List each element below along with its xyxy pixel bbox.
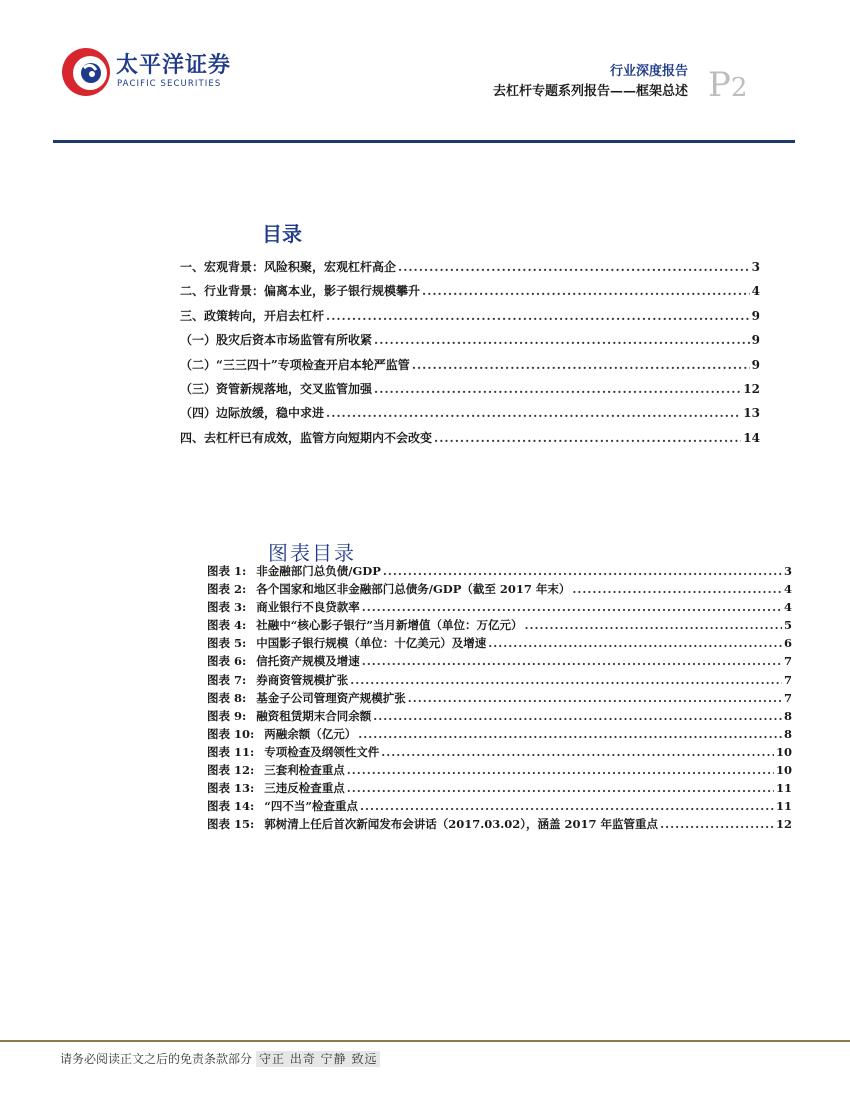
toc-item-page: 3 <box>751 260 760 274</box>
figure-item[interactable] <box>207 725 792 743</box>
toc-item-label: 二、行业背景：偏离本业，影子银行规模攀升 <box>180 284 421 299</box>
toc-item[interactable] <box>180 426 760 450</box>
figure-item[interactable] <box>207 797 792 815</box>
figure-item-page: 12 <box>775 817 792 832</box>
figure-item-label: 两融余额（亿元） <box>264 726 357 741</box>
figure-item-page: 8 <box>783 726 792 741</box>
figure-item-label: 三套利检查重点 <box>264 763 345 778</box>
toc-item-page: 9 <box>751 308 760 323</box>
figure-item-page: 11 <box>775 781 792 796</box>
toc-item-page: 9 <box>751 357 760 372</box>
leader-dots <box>422 279 750 303</box>
leader-dots <box>358 725 782 743</box>
figure-item-prefix: 图表 9: <box>207 708 247 723</box>
leader-dots <box>381 743 774 761</box>
figure-item[interactable] <box>207 671 792 689</box>
figure-item-label: 各个国家和地区非金融部门总债务/GDP（截至 2017 年末） <box>256 582 571 597</box>
toc-item[interactable] <box>180 401 760 425</box>
figure-item-page: 6 <box>783 636 792 651</box>
leader-dots <box>488 634 782 652</box>
figure-item-prefix: 图表 7: <box>207 672 247 687</box>
toc-item-page: 13 <box>743 406 760 421</box>
toc-item[interactable] <box>180 255 760 279</box>
figure-item-label: “四不当”检查重点 <box>264 799 358 814</box>
figure-item-page: 5 <box>783 618 792 633</box>
figure-item-page: 4 <box>783 582 792 597</box>
figure-item-prefix: 图表 3: <box>207 600 247 615</box>
page-prefix: P <box>708 65 731 105</box>
toc-item-label: （二）“三三四十”专项检查开启本轮严监管 <box>180 357 410 372</box>
figure-item-prefix: 图表 8: <box>207 690 247 705</box>
figure-item-label: 三违反检查重点 <box>264 781 345 796</box>
figure-item[interactable] <box>207 779 792 797</box>
leader-dots <box>408 689 782 707</box>
figure-item[interactable] <box>207 634 792 652</box>
figure-item-prefix: 图表 5: <box>207 636 247 651</box>
toc-item-label: 四、去杠杆已有成效，监管方向短期内不会改变 <box>180 430 433 445</box>
figure-item-label: 专项检查及纲领性文件 <box>264 744 380 759</box>
footer-disclaimer: 请务必阅读正文之后的免责条款部分 <box>60 1052 253 1066</box>
toc-item[interactable] <box>180 279 760 303</box>
leader-dots <box>525 616 782 634</box>
toc-item-page: 9 <box>751 333 760 348</box>
figure-item-prefix: 图表 14: <box>207 799 255 814</box>
report-title: 去杠杆专题系列报告——框架总述 <box>492 84 688 99</box>
figure-item[interactable] <box>207 598 792 616</box>
toc-item-label: （三）资管新规落地，交叉监管加强 <box>180 381 373 396</box>
leader-dots <box>383 562 782 580</box>
figure-item[interactable] <box>207 743 792 761</box>
figure-item-label: 商业银行不良贷款率 <box>256 600 360 615</box>
leader-dots <box>572 580 782 598</box>
figure-item-prefix: 图表 11: <box>207 744 255 759</box>
figure-item[interactable] <box>207 652 792 670</box>
report-type: 行业深度报告 <box>609 64 688 79</box>
page-number <box>708 65 748 105</box>
figure-item-page: 3 <box>783 564 792 578</box>
figure-item-label: 融资租赁期末合同余额 <box>256 708 372 723</box>
figure-item-page: 10 <box>775 744 792 759</box>
figure-item-page: 4 <box>783 600 792 615</box>
figure-item[interactable] <box>207 761 792 779</box>
toc-item[interactable] <box>180 328 760 352</box>
figure-item-label: 郭树清上任后首次新闻发布会讲话（2017.03.02），涵盖 2017 年监管重点 <box>264 817 659 832</box>
figure-item-label: 基金子公司管理资产规模扩张 <box>256 690 406 705</box>
toc-item[interactable] <box>180 304 760 328</box>
figure-item-page: 11 <box>775 799 792 814</box>
leader-dots <box>326 304 750 328</box>
footer-rule <box>0 1040 850 1042</box>
figure-item-prefix: 图表 10: <box>207 726 255 741</box>
toc-item-label: （四）边际放缓，稳中求进 <box>180 406 325 421</box>
leader-dots <box>374 377 741 401</box>
figure-item-prefix: 图表 12: <box>207 763 255 778</box>
logo-en-text: PACIFIC SECURITIES <box>117 79 222 89</box>
figures-heading: 图表目录 <box>268 541 356 565</box>
footer <box>60 1050 380 1067</box>
footer-motto: 守正 出奇 宁静 致远 <box>256 1051 380 1067</box>
figure-item-prefix: 图表 4: <box>207 618 247 633</box>
figure-item-prefix: 图表 1: <box>207 564 247 578</box>
logo-mark-icon <box>60 46 112 98</box>
toc-item-page: 12 <box>743 381 760 396</box>
leader-dots <box>373 707 782 725</box>
toc-heading: 目录 <box>262 222 302 246</box>
figure-item-prefix: 图表 13: <box>207 781 255 796</box>
page-number-value: 2 <box>730 73 748 103</box>
toc-item[interactable] <box>180 377 760 401</box>
figure-item-prefix: 图表 15: <box>207 817 255 832</box>
figure-item[interactable] <box>207 616 792 634</box>
leader-dots <box>660 815 774 833</box>
figure-item-prefix: 图表 2: <box>207 582 247 597</box>
figure-item-label: 券商资管规模扩张 <box>256 672 349 687</box>
figures-list <box>207 562 792 833</box>
leader-dots <box>350 671 782 689</box>
figure-item[interactable] <box>207 562 792 580</box>
figure-item-page: 7 <box>783 654 792 669</box>
toc-item[interactable] <box>180 353 760 377</box>
leader-dots <box>347 779 774 797</box>
leader-dots <box>362 598 782 616</box>
toc-item-label: 一、宏观背景：风险积聚，宏观杠杆高企 <box>180 260 397 274</box>
leader-dots <box>434 426 741 450</box>
figure-item-label: 社融中“核心影子银行”当月新增值（单位：万亿元） <box>256 618 523 633</box>
toc-item-page: 4 <box>751 284 760 299</box>
toc-item-label: （一）股灾后资本市场监管有所收紧 <box>180 333 373 348</box>
leader-dots <box>326 401 741 425</box>
figure-item-prefix: 图表 6: <box>207 654 247 669</box>
figure-item-page: 7 <box>783 690 792 705</box>
leader-dots <box>360 797 774 815</box>
figure-item[interactable] <box>207 815 792 833</box>
figure-item-page: 10 <box>775 763 792 778</box>
figure-item[interactable] <box>207 689 792 707</box>
leader-dots <box>398 255 750 279</box>
leader-dots <box>362 652 782 670</box>
figure-item-page: 8 <box>783 708 792 723</box>
figure-item-label: 信托资产规模及增速 <box>256 654 360 669</box>
figure-item[interactable] <box>207 580 792 598</box>
header-rule <box>53 140 795 143</box>
figure-item-label: 中国影子银行规模（单位：十亿美元）及增速 <box>256 636 487 651</box>
toc-item-label: 三、政策转向，开启去杠杆 <box>180 308 325 323</box>
figure-item-page: 7 <box>783 672 792 687</box>
figure-item[interactable] <box>207 707 792 725</box>
leader-dots <box>374 328 750 352</box>
company-logo <box>60 46 230 108</box>
leader-dots <box>347 761 774 779</box>
toc-list <box>180 255 760 450</box>
logo-cn-text: 太平洋证券 <box>116 53 232 78</box>
leader-dots <box>412 353 750 377</box>
toc-item-page: 14 <box>743 430 760 445</box>
figure-item-label: 非金融部门总负债/GDP <box>256 564 381 578</box>
